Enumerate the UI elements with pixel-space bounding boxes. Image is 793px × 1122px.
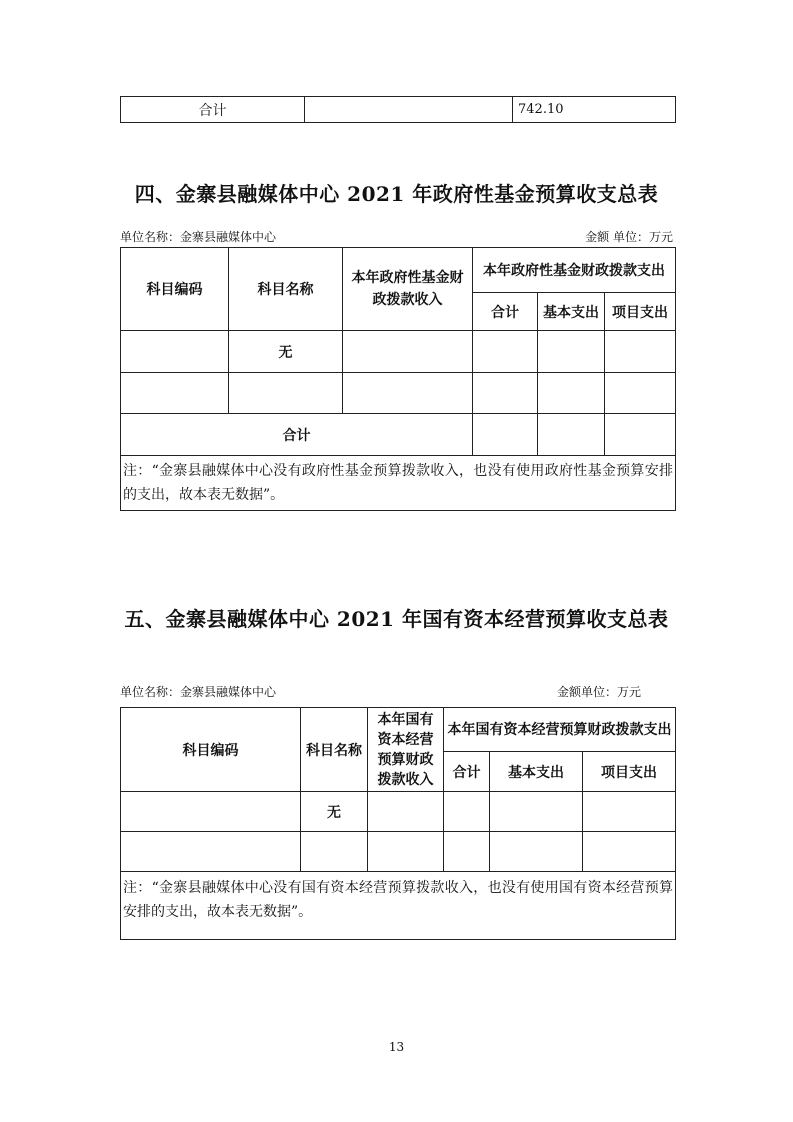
s5-row-1 [121, 792, 676, 832]
s4-header-name: 科目名称 [229, 248, 343, 331]
section4-heading: 四、金寨县融媒体中心 2021 年政府性基金预算收支总表 [134, 182, 659, 206]
s4-header-total: 合计 [473, 293, 538, 331]
s4-cell [121, 331, 229, 373]
section5-heading: 五、金寨县融媒体中心 2021 年国有资本经营预算收支总表 [124, 607, 669, 631]
s5-note: 注：“金寨县融媒体中心没有国有资本经营预算拨款收入，也没有使用国有资本经营预算安排的支出，故本表无数据”。 [121, 872, 676, 940]
s5-header-expense: 本年国有资本经营预算财政拨款支出 [444, 708, 676, 752]
page-number: 13 [388, 1040, 405, 1054]
s5-header-total: 合计 [444, 752, 490, 792]
s5-cell [368, 832, 444, 872]
s4-note: 注：“金寨县融媒体中心没有政府性基金预算拨款收入，也没有使用政府性基金预算安排的支出，故本表无数据”。 [121, 456, 676, 511]
s4-cell [473, 331, 538, 373]
s4-cell [229, 373, 343, 414]
s4-header-expense: 本年政府性基金财政拨款支出 [473, 248, 676, 293]
top-table [120, 96, 676, 123]
section5-table [120, 707, 676, 940]
s5-cell [583, 792, 676, 832]
s4-header-code: 科目编码 [121, 248, 229, 331]
s4-header-income: 本年政府性基金财政拨款收入 [343, 248, 473, 331]
s4-cell [343, 373, 473, 414]
top-empty-cell [305, 97, 513, 123]
s5-cell [121, 832, 301, 872]
top-total-label: 合计 [121, 97, 305, 123]
s4-cell [605, 331, 676, 373]
s5-cell [490, 792, 583, 832]
s5-row-2 [121, 832, 676, 872]
s5-cell [121, 792, 301, 832]
s5-header-project: 项目支出 [583, 752, 676, 792]
s5-header-income: 本年国有资本经营预算财政拨款收入 [368, 708, 444, 792]
s4-total-row [121, 414, 676, 456]
s5-cell [583, 832, 676, 872]
s5-cell [490, 832, 583, 872]
s5-row1-name: 无 [301, 792, 368, 832]
section4-table [120, 247, 676, 511]
s5-cell [444, 792, 490, 832]
s4-cell [473, 414, 538, 456]
section5-unit-amount: 金额单位：万元 [557, 685, 642, 699]
s4-cell [121, 373, 229, 414]
s4-cell [605, 414, 676, 456]
s4-row-2 [121, 373, 676, 414]
section5-unit-name: 单位名称：金寨县融媒体中心 [120, 685, 277, 699]
s5-header-code: 科目编码 [121, 708, 301, 792]
top-total-value: 742.10 [513, 97, 676, 123]
s4-cell [538, 373, 605, 414]
s4-row-1 [121, 331, 676, 373]
s4-cell [605, 373, 676, 414]
s4-total-label: 合计 [121, 414, 473, 456]
s5-cell [301, 832, 368, 872]
s4-cell [538, 331, 605, 373]
s4-row1-name: 无 [229, 331, 343, 373]
s5-header-basic: 基本支出 [490, 752, 583, 792]
section4-unit-amount: 金额 单位：万元 [585, 230, 673, 244]
s5-cell [444, 832, 490, 872]
s5-cell [368, 792, 444, 832]
s4-cell [343, 331, 473, 373]
s4-cell [473, 373, 538, 414]
s5-header-name: 科目名称 [301, 708, 368, 792]
s4-header-project: 项目支出 [605, 293, 676, 331]
s4-cell [538, 414, 605, 456]
s4-header-basic: 基本支出 [538, 293, 605, 331]
section4-unit-name: 单位名称：金寨县融媒体中心 [120, 230, 277, 244]
